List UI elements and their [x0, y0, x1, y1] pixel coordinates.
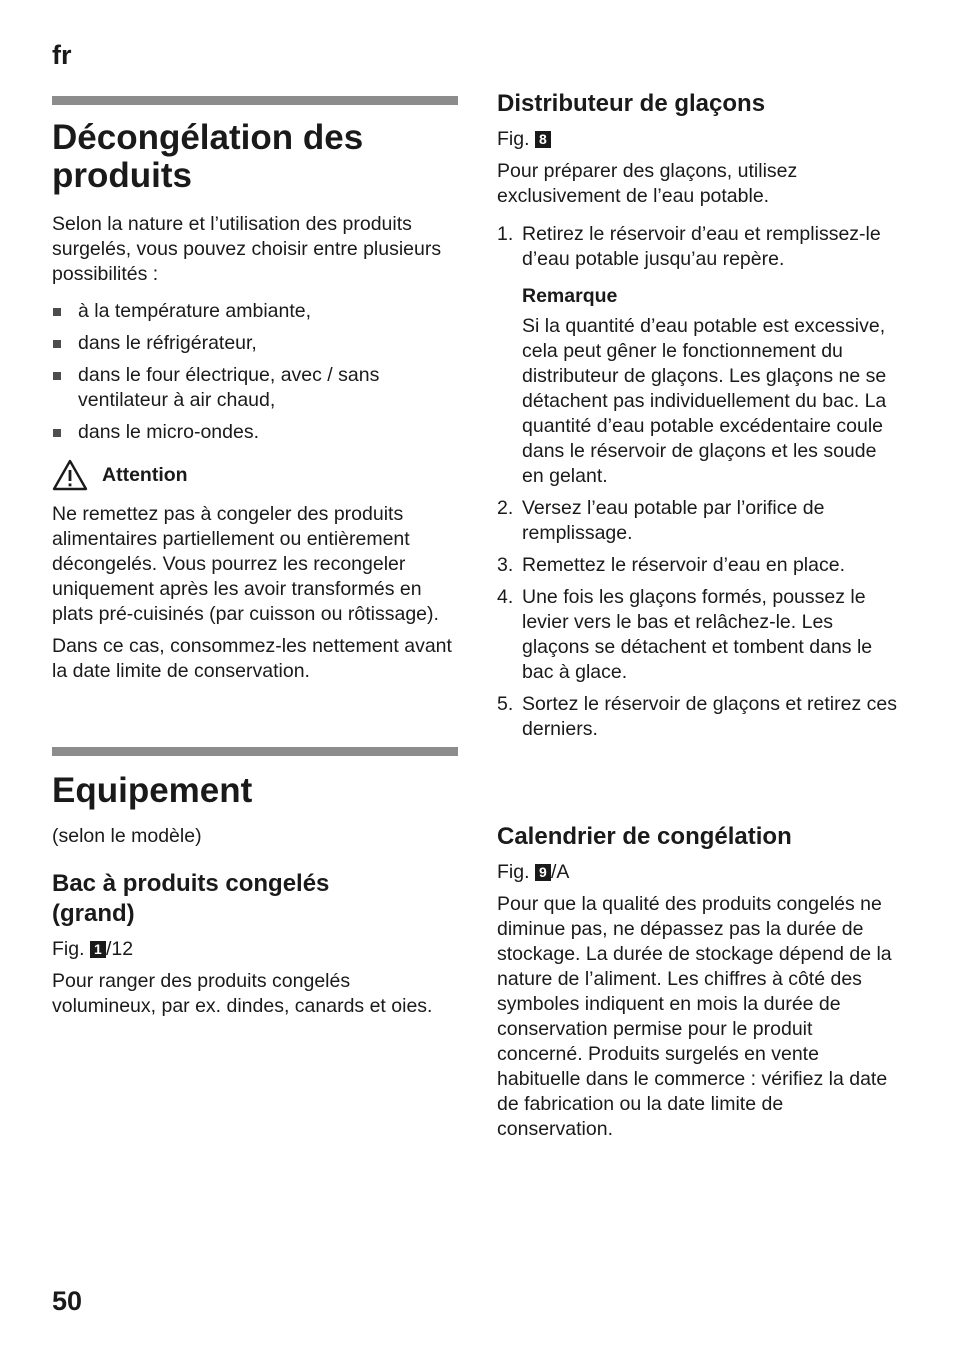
section-rule [52, 747, 458, 756]
list-item: 4. Une fois les glaçons formés, poussez le levier vers le bas et relâchez-le. Les glaçons se détachent et tombent dans le bac à glace. [497, 586, 873, 683]
bullet-icon [53, 308, 61, 316]
list-item: dans le réfrigérateur, [52, 331, 458, 356]
list-item: dans le micro-ondes. [52, 420, 458, 445]
list-item: 3. Remettez le réservoir d’eau en place. [497, 554, 845, 576]
language-tag: fr [52, 40, 72, 70]
warning-icon [52, 459, 88, 491]
intro-paragraph: Pour préparer des glaçons, utilisez exclusivement de l’eau potable. [497, 160, 798, 207]
subsection-title: Bac à produits congelés (grand) [52, 870, 330, 927]
attention-label: Attention [102, 463, 188, 486]
figure-number-badge: 9 [535, 864, 551, 881]
remark-title: Remarque [522, 285, 618, 307]
section-title: Equipement [52, 771, 253, 810]
figure-reference: Fig. 1 /12 [52, 938, 134, 960]
steps-list [497, 222, 897, 742]
section-decongelation [52, 96, 458, 684]
figure-reference: Fig. 9 /A [497, 861, 570, 883]
section-distributeur [497, 89, 897, 742]
section-calendrier [497, 822, 897, 1142]
figure-reference: Fig. 8 [497, 127, 897, 152]
figure-number-badge: 8 [535, 131, 551, 148]
intro-paragraph: Selon la nature et l’utilisation des produits surgelés, vous pouvez choisir entre plusieurs possibilités : [52, 213, 442, 285]
section-rule [52, 96, 458, 105]
figure-number-badge: 1 [90, 941, 106, 958]
page-number: 50 [52, 1286, 83, 1316]
options-list [52, 299, 458, 445]
remark-text: Si la quantité d’eau potable est excessive, cela peut gêner le fonctionnement du distributeur de glaçons. Les glaçons ne se détachent pas individuellement du bac. La quantité d’eau potable excédentaire coule dans le réservoir de glaçons et les soude en gelant. [522, 315, 887, 487]
attention-heading [52, 459, 458, 491]
subsection-text: Pour que la qualité des produits congelés ne diminue pas, ne dépassez pas la durée de stockage. La durée de stockage dépend de la nature de l’aliment. Les chiffres à côté des symboles indiquent en mois la durée de conservation permise pour le produit concerné. Produits surgelés en vente habituelle dans le commerce : vérifiez la date de fabrication ou la date limite de conservation. [497, 893, 892, 1140]
subsection-title: Calendrier de congélation [497, 823, 792, 850]
conclusion-paragraph: Dans ce cas, consommez-les nettement avant la date limite de conservation. [52, 635, 452, 682]
section-subtitle: (selon le modèle) [52, 825, 202, 847]
bullet-icon [53, 372, 61, 380]
list-item: dans le four électrique, avec / sans ventilateur à air chaud, [52, 363, 458, 413]
attention-text: Ne remettez pas à congeler des produits alimentaires partiellement ou entièrement décongelés. Vous pourrez les recongeler uniquement après les avoir transformés en plats pré-cuisinés (par cuisson ou rôtissage). [52, 503, 439, 625]
section-title: Décongélation des produits [52, 118, 364, 195]
bullet-icon [53, 429, 61, 437]
list-item: 2. Versez l’eau potable par l’orifice de remplissage. [497, 497, 825, 544]
list-item: à la température ambiante, [52, 299, 458, 324]
subsection-title: Distributeur de glaçons [497, 90, 766, 117]
list-item: 1. Retirez le réservoir d’eau et remplissez-le d’eau potable jusqu’au repère. Remarque Si la quantité d’eau potable est excessive, cela peut gêner le fonctionnement du distributeur de glaçons. Les glaçons ne se détachent pas individuellement du bac. La quantité d’eau potable excédentaire coule dans le réservoir de glaçons et les soude en gelant. [497, 222, 897, 489]
section-equipement [52, 747, 458, 1019]
subsection-text: Pour ranger des produits congelés volumineux, par ex. dindes, canards et oies. [52, 970, 433, 1017]
list-item: 5. Sortez le réservoir de glaçons et retirez ces derniers. [497, 693, 897, 740]
bullet-icon [53, 340, 61, 348]
